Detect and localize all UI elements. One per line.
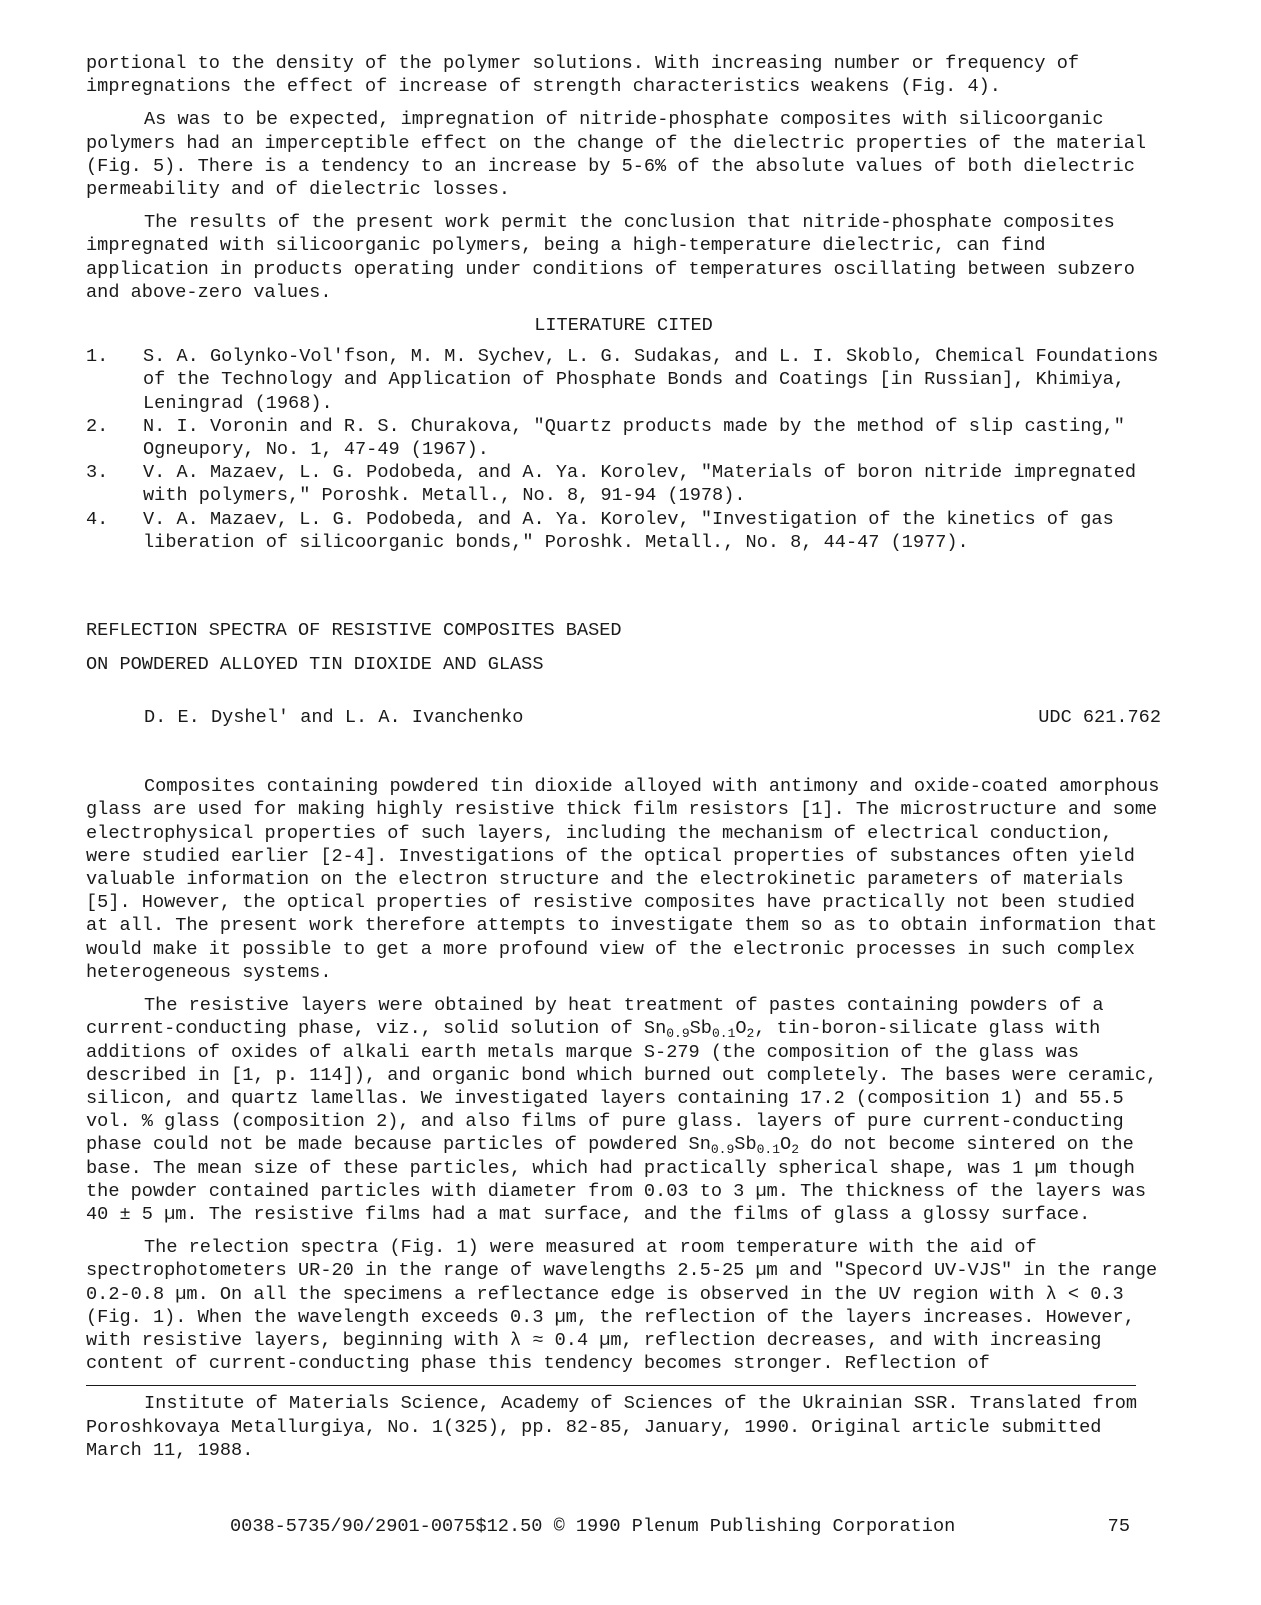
udc-code: UDC 621.762	[1038, 707, 1161, 729]
article-title-line: ON POWDERED ALLOYED TIN DIOXIDE AND GLASS	[86, 654, 544, 676]
body-paragraph: portional to the density of the polymer solutions. With increasing number or frequency of impregnations the effect of increase of strength characteristics weakens (Fig. 4).	[86, 53, 1080, 98]
reference-text: V. A. Mazaev, L. G. Podobeda, and A. Ya. Korolev, "Investigation of the kinetics of gas liberation of silicoorganic bonds," Poroshk. Metall., No. 8, 44-47 (1977).	[143, 508, 1114, 553]
reference-text: V. A. Mazaev, L. G. Podobeda, and A. Ya. Korolev, "Materials of boron nitride impregnated with polymers," Poroshk. Metall., No. 8, 91-94 (1978).	[143, 462, 1137, 507]
reference-number: 2.	[86, 415, 109, 437]
chemical-formula: $Sn_{0.9}Sb_{0.1}O_2$	[688, 1134, 799, 1158]
byline	[144, 706, 1161, 729]
reference-number: 4.	[86, 508, 109, 530]
chemical-formula: $Sn_{0.9}Sb_{0.1}O_2$	[643, 1018, 755, 1042]
reference-number: 1.	[86, 346, 109, 368]
page	[86, 52, 1161, 1462]
paragraph-text: The resistive layers were obtained by heat treatment of pastes containing powders of a current-conducting phase, viz., solid solution of	[86, 995, 1104, 1040]
body-paragraph: The relection spectra (Fig. 1) were measured at room temperature with the aid of spectrophotometers UR-20 in the range of wavelengths 2.5-25 µm and "Specord UV-VJS" in the range 0.2-0.8 µm. On all the specimens a reflectance edge is observed in the UV region with λ < 0.3 (Fig. 1). When the wavelength exceeds 0.3 µm, the reflection of the layers increases. However, with resistive layers, beginning with λ ≈ 0.4 µm, reflection decreases, and with increasing content of current-conducting phase this tendency becomes stronger. Reflection of	[86, 1237, 1158, 1375]
footnote: Institute of Materials Science, Academy of Sciences of the Ukrainian SSR. Translated from Poroshkovaya Metallurgiya, No. 1(325), pp. 82-85, January, 1990. Original article submitted March 11, 1988.	[86, 1393, 1138, 1461]
paragraph-text: , tin-boron-silicate glass with additions of oxides of alkali earth metals marque S-279 (the composition of the glass was described in [1, p. 114]), and organic bond which burned out completely. The bases were ceramic, silicon, and quartz lamellas. We investigated layers containing 17.2 (composition 1) and 55.5 vol. % glass (composition 2), and also films of pure glass. layers of pure current-conducting phase could not be made because particles of powdered	[86, 1018, 1158, 1156]
body-paragraph: As was to be expected, impregnation of nitride-phosphate composites with silicoorganic polymers had an imperceptible effect on the change of the dielectric properties of the material (Fig. 5). There is a tendency to an increase by 5-6% of the absolute values of both dielectric permeability and of dielectric losses.	[86, 109, 1147, 201]
reference-item	[86, 461, 1161, 507]
reference-list	[86, 345, 1161, 554]
reference-text: N. I. Voronin and R. S. Churakova, "Quartz products made by the method of slip casting," Ogneupory, No. 1, 47-49 (1967).	[143, 415, 1125, 461]
reference-text: S. A. Golynko-Vol'fson, M. M. Sychev, L. G. Sudakas, and L. I. Skoblo, Chemical Foundations of the Technology and Application of Phosphate Bonds and Coatings [in Russian], Khimiya, Leningrad (1968).	[143, 346, 1159, 414]
page-number: 75	[1107, 1516, 1130, 1537]
footnote-divider	[86, 1385, 1136, 1386]
paragraph-text: do not become sintered on the base. The mean size of these particles, which had practically spherical shape, was 1 µm though the powder contained particles with diameter from 0.03 to 3 µm. The thickness of the layers was 40 ± 5 µm. The resistive films had a mat surface, and the films of glass a glossy surface.	[86, 1134, 1147, 1225]
reference-item	[86, 415, 1161, 461]
body-paragraph: Composites containing powdered tin dioxide alloyed with antimony and oxide-coated amorphous glass are used for making highly resistive thick film resistors [1]. The microstructure and some electrophysical properties of such layers, including the mechanism of electrical conduction, were studied earlier [2-4]. Investigations of the optical properties of substances often yield valuable information on the electron structure and the electrokinetic parameters of materials [5]. However, the optical properties of resistive composites have practically not been studied at all. The present work therefore attempts to investigate them so as to obtain information that would make it possible to get a more profound view of the electronic processes in such complex heterogeneous systems.	[86, 776, 1160, 983]
reference-item	[86, 508, 1161, 554]
page-footer	[230, 1515, 1130, 1538]
reference-number: 3.	[86, 462, 109, 484]
authors: D. E. Dyshel' and L. A. Ivanchenko	[144, 707, 524, 729]
reference-item	[86, 345, 1161, 415]
article-title	[86, 614, 1161, 682]
body-paragraph: The results of the present work permit the conclusion that nitride-phosphate composites impregnated with silicoorganic polymers, being a high-temperature dielectric, can find application in products operating under conditions of temperatures oscillating between subzero and above-zero values.	[86, 212, 1135, 303]
literature-heading: LITERATURE CITED	[534, 315, 713, 337]
copyright-line: 0038-5735/90/2901-0075$12.50 © 1990 Plenum Publishing Corporation	[230, 1516, 956, 1537]
body-paragraph	[86, 994, 1161, 1226]
article-title-line: REFLECTION SPECTRA OF RESISTIVE COMPOSITES BASED	[86, 620, 622, 642]
